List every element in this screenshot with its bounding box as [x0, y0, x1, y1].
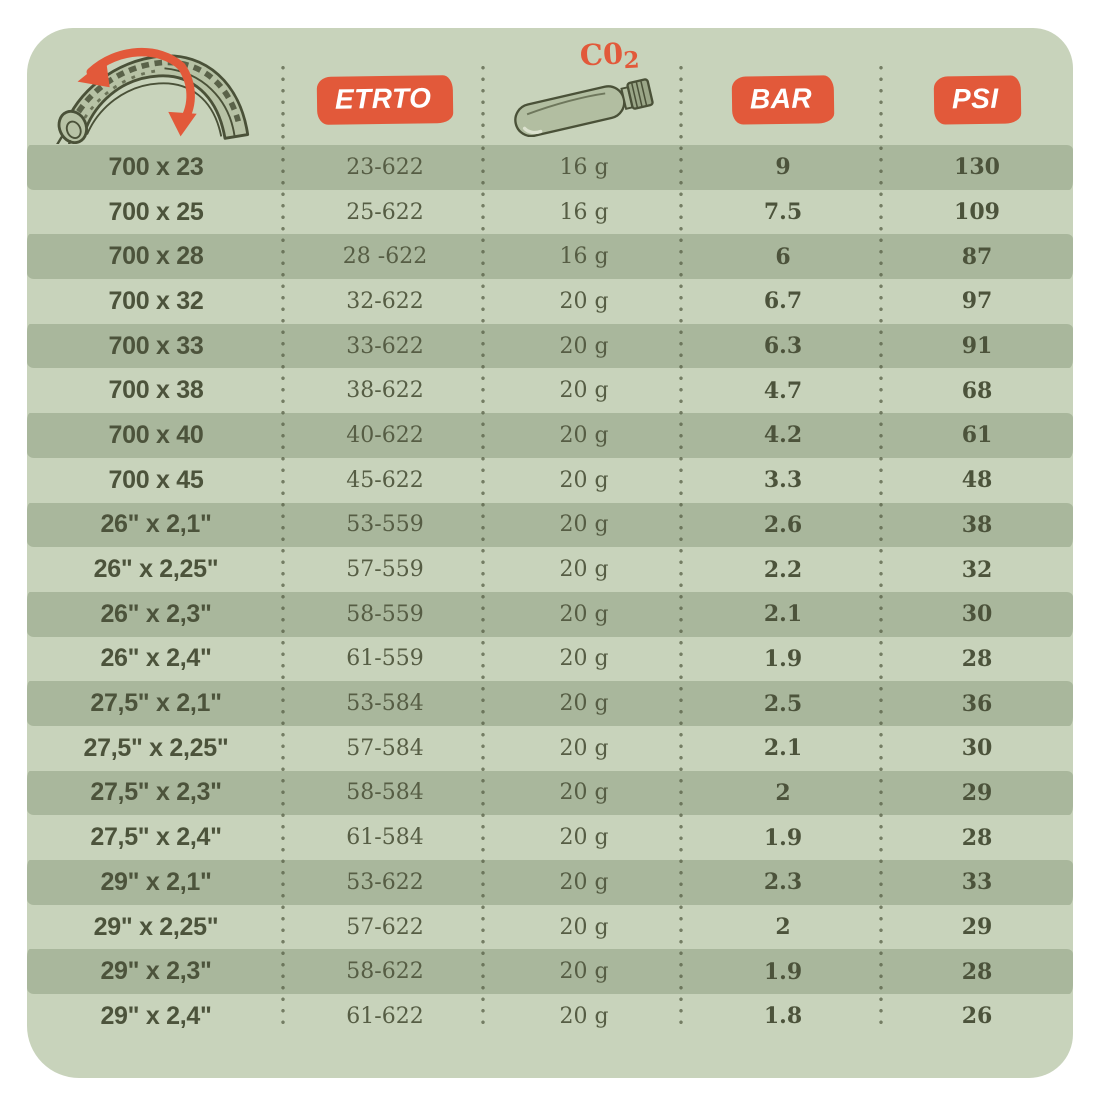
bar-cell: 2.2 — [763, 556, 803, 583]
bar-cell: 1.8 — [763, 1003, 803, 1030]
column-divider — [481, 62, 485, 1032]
table-row — [27, 949, 1073, 994]
etrto-cell: 61-622 — [346, 1003, 424, 1029]
etrto-cell: 53-622 — [346, 869, 424, 895]
co2-cell: 20 g — [559, 467, 609, 493]
column-divider — [879, 62, 883, 1032]
co2-cell: 20 g — [559, 825, 609, 851]
size-cell: 26" x 2,3" — [100, 599, 212, 628]
psi-cell: 28 — [961, 645, 993, 672]
co2-cell: 20 g — [559, 512, 609, 538]
bar-cell: 6.3 — [763, 333, 803, 360]
size-cell: 27,5" x 2,4" — [90, 823, 222, 852]
size-cell: 700 x 40 — [108, 420, 204, 449]
table-row — [27, 279, 1073, 324]
etrto-cell: 40-622 — [346, 422, 424, 448]
size-cell: 700 x 25 — [108, 197, 204, 226]
bar-cell: 7.5 — [763, 199, 803, 226]
bar-cell: 2.5 — [763, 690, 803, 717]
psi-cell: 61 — [961, 422, 993, 449]
table-row — [27, 637, 1073, 682]
bar-cell: 1.9 — [763, 958, 803, 985]
bar-badge: BAR — [732, 75, 835, 124]
size-cell: 26" x 2,4" — [100, 644, 212, 673]
co2-cell: 20 g — [559, 691, 609, 717]
table-row — [27, 503, 1073, 548]
etrto-cell: 45-622 — [346, 467, 424, 493]
bar-cell: 2.1 — [763, 601, 803, 628]
etrto-cell: 58-622 — [346, 959, 424, 985]
bar-cell: 4.7 — [763, 377, 803, 404]
etrto-cell: 58-559 — [346, 601, 424, 627]
table-row — [27, 413, 1073, 458]
psi-cell: 29 — [961, 779, 993, 806]
bar-cell: 2.6 — [763, 511, 803, 538]
tire-rotation-icon — [43, 40, 269, 144]
etrto-cell: 53-584 — [346, 691, 424, 717]
size-cell: 27,5" x 2,1" — [90, 689, 222, 718]
psi-cell: 29 — [961, 914, 993, 941]
co2-cell: 20 g — [559, 557, 609, 583]
co2-cell: 20 g — [559, 422, 609, 448]
bar-cell: 1.9 — [763, 824, 803, 851]
etrto-cell: 23-622 — [346, 154, 424, 180]
psi-cell: 26 — [961, 1003, 993, 1030]
table-row — [27, 860, 1073, 905]
size-cell: 26" x 2,25" — [93, 555, 219, 584]
psi-cell: 87 — [961, 243, 993, 270]
table-row — [27, 592, 1073, 637]
etrto-cell: 61-584 — [346, 825, 424, 851]
co2-cell: 20 g — [559, 601, 609, 627]
psi-cell: 30 — [961, 735, 993, 762]
psi-cell: 38 — [961, 511, 993, 538]
size-cell: 29" x 2,3" — [100, 957, 212, 986]
header-bar — [683, 28, 883, 145]
table-row — [27, 234, 1073, 279]
table-row — [27, 994, 1073, 1039]
column-divider — [281, 62, 285, 1032]
psi-cell: 91 — [961, 333, 993, 360]
size-cell: 27,5" x 2,25" — [83, 733, 229, 762]
bar-cell: 3.3 — [763, 467, 803, 494]
psi-cell: 130 — [954, 154, 1000, 181]
co2-cell: 20 g — [559, 869, 609, 895]
psi-cell: 36 — [961, 690, 993, 717]
etrto-cell: 61-559 — [346, 646, 424, 672]
etrto-cell: 53-559 — [346, 512, 424, 538]
etrto-cell: 28 -622 — [342, 244, 428, 270]
size-cell: 700 x 32 — [108, 286, 204, 315]
size-cell: 29" x 2,4" — [100, 1001, 212, 1030]
tire-pressure-table — [27, 28, 1073, 1078]
etrto-cell: 33-622 — [346, 333, 424, 359]
header-etrto — [285, 28, 485, 145]
etrto-cell: 57-622 — [346, 914, 424, 940]
bar-cell: 6 — [775, 243, 791, 270]
etrto-cell: 57-584 — [346, 735, 424, 761]
etrto-cell: 58-584 — [346, 780, 424, 806]
co2-cell: 16 g — [559, 199, 609, 225]
size-cell: 700 x 28 — [108, 242, 204, 271]
psi-cell: 68 — [961, 377, 993, 404]
psi-cell: 48 — [961, 467, 993, 494]
table-header — [27, 28, 1073, 145]
co2-cell: 20 g — [559, 646, 609, 672]
size-cell: 700 x 38 — [108, 376, 204, 405]
column-divider — [679, 62, 683, 1032]
bar-cell: 2.1 — [763, 735, 803, 762]
table-row — [27, 145, 1073, 190]
co2-cell: 20 g — [559, 1003, 609, 1029]
table-rows — [27, 145, 1073, 1039]
header-co2 — [485, 28, 683, 145]
co2-cell: 20 g — [559, 378, 609, 404]
size-cell: 700 x 33 — [108, 331, 204, 360]
table-row — [27, 681, 1073, 726]
psi-cell: 109 — [954, 199, 1000, 226]
psi-cell: 97 — [961, 288, 993, 315]
table-row — [27, 905, 1073, 950]
size-cell: 700 x 45 — [108, 465, 204, 494]
bar-cell: 1.9 — [763, 645, 803, 672]
co2-cell: 16 g — [559, 154, 609, 180]
size-cell: 29" x 2,25" — [93, 912, 219, 941]
table-row — [27, 771, 1073, 816]
bar-cell: 4.2 — [763, 422, 803, 449]
size-cell: 26" x 2,1" — [100, 510, 212, 539]
size-cell: 27,5" x 2,3" — [90, 778, 222, 807]
size-cell: 29" x 2,1" — [100, 867, 212, 896]
etrto-cell: 38-622 — [346, 378, 424, 404]
table-row — [27, 458, 1073, 503]
table-row — [27, 324, 1073, 369]
bar-cell: 2 — [775, 914, 791, 941]
co2-cell: 20 g — [559, 333, 609, 359]
co2-cell: 20 g — [559, 914, 609, 940]
table-row — [27, 190, 1073, 235]
psi-cell: 30 — [961, 601, 993, 628]
size-cell: 700 x 23 — [108, 152, 204, 181]
table-row — [27, 368, 1073, 413]
table-row — [27, 726, 1073, 771]
bar-cell: 6.7 — [763, 288, 803, 315]
etrto-cell: 57-559 — [346, 557, 424, 583]
etrto-badge: ETRTO — [316, 75, 453, 125]
table-row — [27, 815, 1073, 860]
header-tire-size — [27, 28, 285, 145]
co2-cell: 20 g — [559, 780, 609, 806]
table-row — [27, 547, 1073, 592]
co2-cartridge-icon — [504, 75, 664, 137]
psi-cell: 33 — [961, 869, 993, 896]
etrto-cell: 32-622 — [346, 288, 424, 314]
psi-cell: 32 — [961, 556, 993, 583]
bar-cell: 9 — [775, 154, 791, 181]
header-psi — [883, 28, 1071, 145]
co2-cell: 16 g — [559, 244, 609, 270]
co2-cell: 20 g — [559, 959, 609, 985]
co2-cell: 20 g — [559, 288, 609, 314]
bar-cell: 2.3 — [763, 869, 803, 896]
psi-cell: 28 — [961, 824, 993, 851]
psi-cell: 28 — [961, 958, 993, 985]
co2-label: $C0_2$ — [579, 36, 641, 75]
bar-cell: 2 — [775, 779, 791, 806]
psi-badge: PSI — [933, 75, 1020, 124]
co2-cell: 20 g — [559, 735, 609, 761]
etrto-cell: 25-622 — [346, 199, 424, 225]
